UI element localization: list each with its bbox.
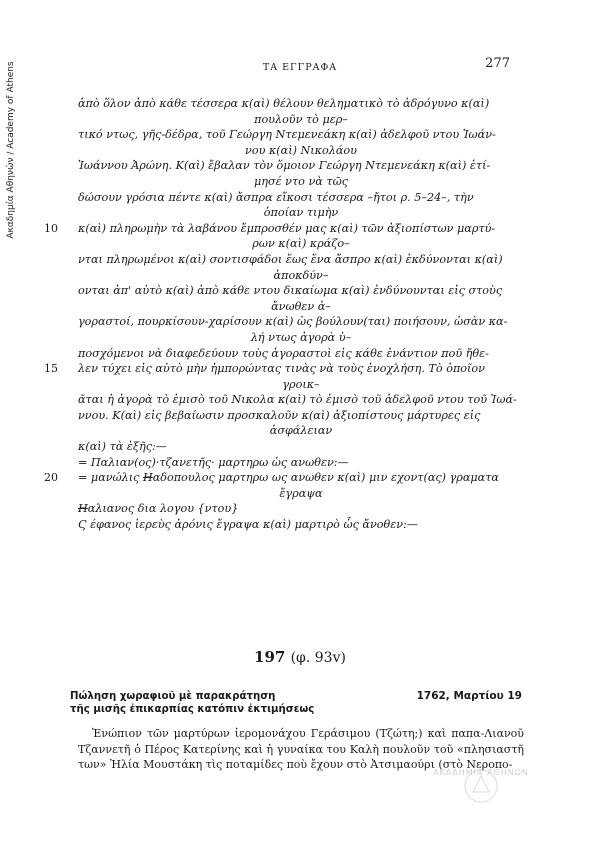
line-text: κ(αὶ) πληρωμὴν τὰ λαβάνου ἔμπροσθέν μας κ(αὶ) τῶν ἀξιοπίστων μαρτύ- bbox=[78, 221, 496, 235]
line-text: δώσουν γρόσια πέντε κ(αὶ) ἄσπρα εἴκοσι τέσσερα –ἤτοι ρ. 5–24–, τὴν bbox=[78, 190, 474, 204]
text-line bbox=[78, 517, 524, 533]
abstract-paragraph: Ἐνώπιον τῶν μαρτύρων ἱερομονάχου Γεράσιμου (Τζώτη;) καὶ παπα-Λιανοῦ Τζαννετῆ ὁ Πέρος Κατερίνης καὶ ἡ γυναίκα του Καλὴ πουλοῦν τοῦ «πλησιαστῆ των» Ἠλία Μουστάκη τὶς ποταμίδες ποὺ ἔχουν στὸ Ἀτσιμαούρι (στὸ Νεροπο- bbox=[78, 727, 524, 772]
line-text: νται πληρωμένοι κ(αὶ) σοντισφάδοι ἕως ἕνα ἄσπρο κ(αὶ) ἐκδύνονται κ(αὶ) bbox=[78, 252, 503, 266]
text-line bbox=[78, 439, 524, 455]
text-line bbox=[78, 330, 524, 346]
line-text: ᾶται ἡ ἀγορὰ τὸ ἐμισὸ τοῦ Νικολα κ(αὶ) τὸ ἐμισὸ τοῦ ἀδελφοῦ ντου τοῦ Ἰωά- bbox=[78, 393, 517, 407]
line-text: λεν τύχει εἰς αὐτὸ μὴν ἠμπορώντας τινὰς νὰ τοὺς ἐνοχλήση. Τὸ ὁποῖον bbox=[78, 362, 485, 376]
text-line bbox=[78, 314, 524, 330]
document-summary-title bbox=[70, 690, 350, 716]
text-line bbox=[78, 96, 524, 112]
text-line bbox=[44, 470, 524, 486]
text-line bbox=[78, 346, 524, 362]
text-line bbox=[78, 127, 524, 143]
line-text: Ηαλιανος δια λογου {ντου} bbox=[78, 502, 239, 516]
text-line-continuation: νου κ(αὶ) Νικολάου bbox=[245, 143, 357, 157]
line-text: ονται ἀπ' αὐτὸ κ(αὶ) ἀπὸ κάθε ντου δικαίωμα κ(αὶ) ἐνδύνουνται εἰς στοὺς bbox=[78, 284, 503, 298]
summary-title-line-2: τῆς μισῆς ἐπικαρπίας κατόπιν ἐκτιμήσεως bbox=[70, 704, 315, 715]
document-text bbox=[44, 96, 524, 533]
line-text: ποσχόμενοι νὰ διαφεδεύουν τοὺς ἀγοραστοὶ εἰς κάθε ἐνάντιον ποῦ ἤθε- bbox=[78, 346, 489, 360]
line-text: ἀπὸ ὅλον ἀπὸ κάθε τέσσερα κ(αὶ) θέλουν θεληματικὸ τὸ ἀδρόγυνο κ(αὶ) bbox=[78, 97, 490, 110]
text-line bbox=[78, 392, 524, 408]
page-number: 277 bbox=[485, 56, 510, 71]
text-line bbox=[78, 158, 524, 174]
summary-title-line-1: Πώληση χωραφιοῦ μὲ παρακράτηση bbox=[70, 691, 276, 702]
document-date: 1762, Μαρτίου 19 bbox=[416, 690, 522, 702]
line-number: 20 bbox=[44, 471, 58, 485]
text-line-continuation: ἀσφάλειαν bbox=[269, 424, 333, 438]
text-line-continuation: ἔγραψα bbox=[279, 486, 323, 500]
line-text: τικό ντως, γῆς-δέδρα, τοῦ Γεώργη Ντεμενεάκη κ(αὶ) ἀδελφοῦ ντου Ἰωάν- bbox=[78, 128, 496, 142]
text-line-continuation: πουλοῦν τὸ μερ– bbox=[254, 112, 348, 126]
text-line bbox=[78, 455, 524, 471]
line-text: Ϛ έφανος ἱερεὺς ἀρόνις ἔγραψα κ(αὶ) μαρτιρὸ ὧς ἄνοθεν:— bbox=[78, 518, 418, 532]
text-line-continuation: μησέ ντο νὰ τῶς bbox=[254, 174, 348, 188]
struck-word: Η bbox=[142, 471, 153, 485]
watermark-text: ΑΚΑΔΗΜΙΑ ΑΘΗΝΩΝ bbox=[433, 768, 529, 777]
text-line bbox=[78, 408, 524, 424]
line-text: = Παλιαν(ος)·τζανετῆς· μαρτηρω ὡς ανωθεν:— bbox=[78, 455, 349, 469]
text-line-continuation: ἀποκδύν– bbox=[273, 268, 329, 282]
line-text: ννου. Κ(αὶ) εἰς βεβαίωσιν προσκαλοῦν κ(αὶ) ἀξιοπίστους μάρτυρες εἰς bbox=[78, 408, 481, 422]
text-line bbox=[78, 252, 524, 268]
line-text: = μανώλις Ηαδοπουλος μαρτηρω ως ανωθεν κ(αὶ) μιν εχοντ(ας) γραματα bbox=[78, 471, 499, 485]
text-line-continuation: ὁποίαν τιμὴν bbox=[263, 206, 339, 220]
running-head: ΤΑ ΕΓΓΡΑΦΑ bbox=[262, 62, 338, 73]
line-number: 10 bbox=[44, 221, 58, 235]
text-line-continuation: ρων κ(αὶ) κράζο– bbox=[252, 237, 350, 251]
side-label-text: Ακαδημία Αθηνών / Academy of Athens bbox=[6, 61, 16, 239]
text-line-continuation: γροικ– bbox=[282, 377, 320, 391]
text-line bbox=[78, 501, 524, 517]
text-line bbox=[78, 283, 524, 299]
archive-side-label bbox=[4, 40, 18, 260]
text-line bbox=[78, 190, 524, 206]
struck-word: Η bbox=[78, 502, 88, 516]
line-text: λή ντως ἀγορὰ ὑ– bbox=[250, 330, 352, 344]
text-line bbox=[44, 361, 524, 377]
line-text: γοραστοί, πουρκίσουν-χαρίσουν κ(αὶ) ὡς βούλουν(ται) ποιήσουν, ὡσὰν κα- bbox=[78, 315, 508, 329]
line-text: Ἰωάννου Ἀρώνη. Κ(αὶ) ἔβαλαν τὸν ὅμοιον Γεώργη Ντεμενεάκη κ(αὶ) ἐτί- bbox=[78, 159, 491, 173]
text-line-continuation: ἄνωθεν ἀ– bbox=[271, 299, 331, 313]
folio-reference: (φ. 93v) bbox=[290, 650, 346, 666]
document-number: 197 bbox=[254, 648, 286, 666]
document-number-heading bbox=[0, 648, 600, 666]
text-line bbox=[44, 221, 524, 237]
academy-watermark bbox=[406, 762, 556, 806]
line-number: 15 bbox=[44, 362, 58, 376]
line-text: κ(αὶ) τὰ ἑξῆς:— bbox=[78, 440, 167, 454]
